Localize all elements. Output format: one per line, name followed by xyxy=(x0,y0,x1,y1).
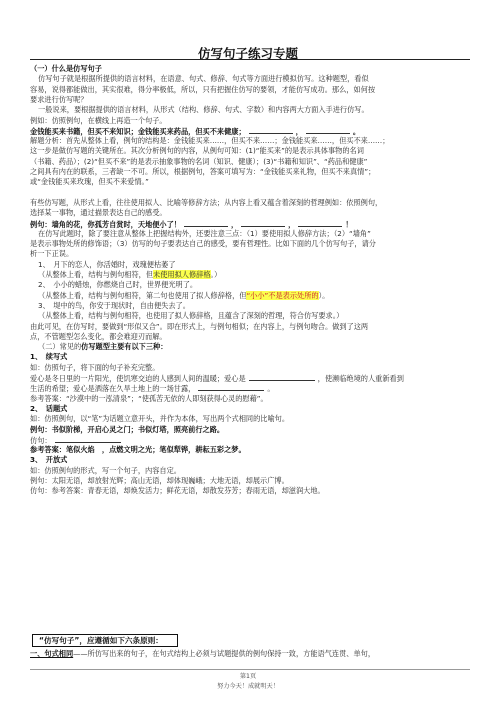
text-line: （书籍、药品）；(2)“但买不来”的是表示抽象事物的名词（知识、健康）；(3)“书籍和知识”、“药品和健康” xyxy=(30,156,368,166)
text-line: 1、 月下的恋人，你活婚时，戏瑰便枯萎了 xyxy=(38,259,176,269)
answer-blank[interactable] xyxy=(249,373,315,381)
text-line: 仿句： xyxy=(30,435,470,445)
text-line: 爱心是冬日里的一片阳光，使饥寒交迫的人感到人间的温暖；爱心是 ，使濒临绝境的人重新看到 xyxy=(30,374,404,383)
text-line: 一般说来，要根据提供的语言材料，从形式（结构、修辞、句式、字数）和内容两大方面入手进行仿写。 xyxy=(38,105,369,115)
text-line: 生活的希望；爱心是洒落在久旱土地上的一场甘露， 。 xyxy=(30,384,275,394)
text-line: 例句：墙角的花，你孤芳自赏时，天地便小了！ ， ， ！ xyxy=(30,219,353,229)
text-line: 仿写句子就是根据所提供的语言材料，在语意、句式、修辞、句式等方面进行模拟仿写。这种题型，看似 xyxy=(38,74,369,84)
page-title: 仿写句子练习专题 xyxy=(197,46,298,61)
highlight-mark: “小小”不是表示处所的 xyxy=(246,290,319,300)
text-line: 如：仿照例句的形式，写一个句子，内容自定。 xyxy=(30,465,181,475)
text-line: 这一步是做仿写题的关键所在。其次分析例句的内容，从例句可知：(1)“能买来”的是表示具体事物的名词 xyxy=(30,146,364,156)
text-line: 有些仿写题，从形式上看，往往使用拟人、比喻等修辞方法；从内容上看又蕴含着深刻的哲理例如：依照例句， xyxy=(30,197,383,207)
principle-one-line xyxy=(30,649,470,658)
text-line: 3、 开放式 xyxy=(30,455,68,465)
text-line: 如：仿照句子，将下面的句子补充完整。 xyxy=(30,362,160,372)
text-line: 仿句：参考答案：青春无语，却焕发活力；鲜花无语，却散发芬芳；春雨无语，却滋润大地。 xyxy=(30,486,325,496)
text-line: 解题分析：首先从整体上看，例句的结构是：金钱能买来……，但买不来……；金钱能买来……，但买不来……； xyxy=(30,136,390,146)
highlight-mark: 未使用拟人修辞格 xyxy=(153,270,211,279)
answer-blank[interactable] xyxy=(249,126,293,134)
principles-box: “仿写句子”，应遵循如下六条原则： xyxy=(32,634,178,647)
answer-blank[interactable] xyxy=(198,383,264,391)
text-line: 2、 话题式 xyxy=(30,403,68,413)
answer-blank[interactable] xyxy=(306,126,350,134)
footer-rule xyxy=(30,669,470,670)
text-line: 金钱能买来书籍，但买不来知识；金钱能买来药品，但买不来健康； ， 。 xyxy=(30,126,361,136)
text-line: （从整体上看，结构与例句相符，第二句也使用了拟人修辞格，但“小小”不是表示处所的）。 xyxy=(38,290,330,300)
text-line: 例如：仿照例句，在横线上再造一个句子。 xyxy=(30,115,167,125)
answer-blank[interactable] xyxy=(298,219,342,227)
text-line: 容易，说得都能做出，其实很难，得分率极低，所以，只有把握住仿写的要领，才能仿写成功。那么，如何按 xyxy=(30,84,376,94)
text-line: 例句：书似阶梯，开启心灵之门；书似灯塔，照亮前行之路。 xyxy=(30,424,225,434)
text-line: 在仿写此题时，除了要注意从整体上把握结构外，还要注意三点：（1）要使用拟人修辞方法；（2）“墙角” xyxy=(38,228,371,238)
text-line: （一）什么是仿写句子 xyxy=(30,64,102,73)
text-line: 1、 续写式 xyxy=(30,352,68,362)
text-line: （从整体上看，结构与例句相符，也使用了拟人修辞格，且蕴含了深刻的哲理，符合仿写要求。） xyxy=(38,311,344,321)
answer-blank[interactable] xyxy=(184,219,228,227)
page-number: 第1页 xyxy=(239,673,257,680)
text-line: 3、 堤中的鸟，你安于现状时，自由便失去了。 xyxy=(38,300,190,310)
text-line: 或“金钱能买来玫瑰，但买不来爱情。” xyxy=(30,177,149,187)
text-line: （二）常见的仿写题型主要有以下三种： xyxy=(38,342,168,352)
answer-blank[interactable] xyxy=(55,435,121,443)
text-line: 由此可见，在仿写时，要做到“形似又合”。即在形式上，与例句相似；在内容上，与例句吻合。做到了这两 xyxy=(30,321,369,331)
text-line: 参考答案：“沙漠中的一泓清泉”；“使孤苦无依的人即刻获得心灵的慰藉”。 xyxy=(30,393,268,403)
text-line: 析一下正误。 xyxy=(30,249,74,259)
text-line: 点，不管题型怎么变化，都会难迎刃而解。 xyxy=(30,331,167,341)
text-line: 2、 小小的蜡烛，你燃烧自己时，世界便光明了。 xyxy=(38,280,198,290)
text-line: 是表示事物处所的修饰语；（3）仿写的句子要表达自己的感受，要有哲理性。比如下面的几个仿写句子，请分 xyxy=(30,239,376,249)
text-line: 例句：太阳无语，却放射光辉；高山无语，却体现巍峨；大地无语，却展示广博。 xyxy=(30,476,289,485)
answer-blank[interactable] xyxy=(241,219,285,227)
principle-one-text: ——所仿写出来的句子，在句式结构上必须与试题提供的例句保持一致，方能语气连贯、单句， xyxy=(73,649,376,658)
title-underline xyxy=(30,59,470,60)
text-line: 如：仿照例句，以“笔”为话题立意开头，并作为本体，写出两个式相同的比喻句。 xyxy=(30,414,290,424)
footer-slogan: 努力今天！成就明天！ xyxy=(217,683,279,690)
text-line: （从整体上看，结构与例句相符，但未使用拟人修辞格。） xyxy=(38,270,222,279)
text-line: 参考答案：笔似火焰 ，点燃文明之光；笔似犁铧，耕耘五彩之梦。 xyxy=(30,445,246,455)
text-line: 选择某一事物，通过描景表达自己的感受。 xyxy=(30,208,167,218)
text-line: 要求进行仿写呢？ xyxy=(30,94,88,104)
text-line: 之间具有内在的联系，三者缺一不可。所以，根据例句，答案可填写为：“金钱能买来礼物，但买不来真情”； xyxy=(30,167,376,176)
principle-one-lead: 一、句式相同 xyxy=(30,649,74,658)
